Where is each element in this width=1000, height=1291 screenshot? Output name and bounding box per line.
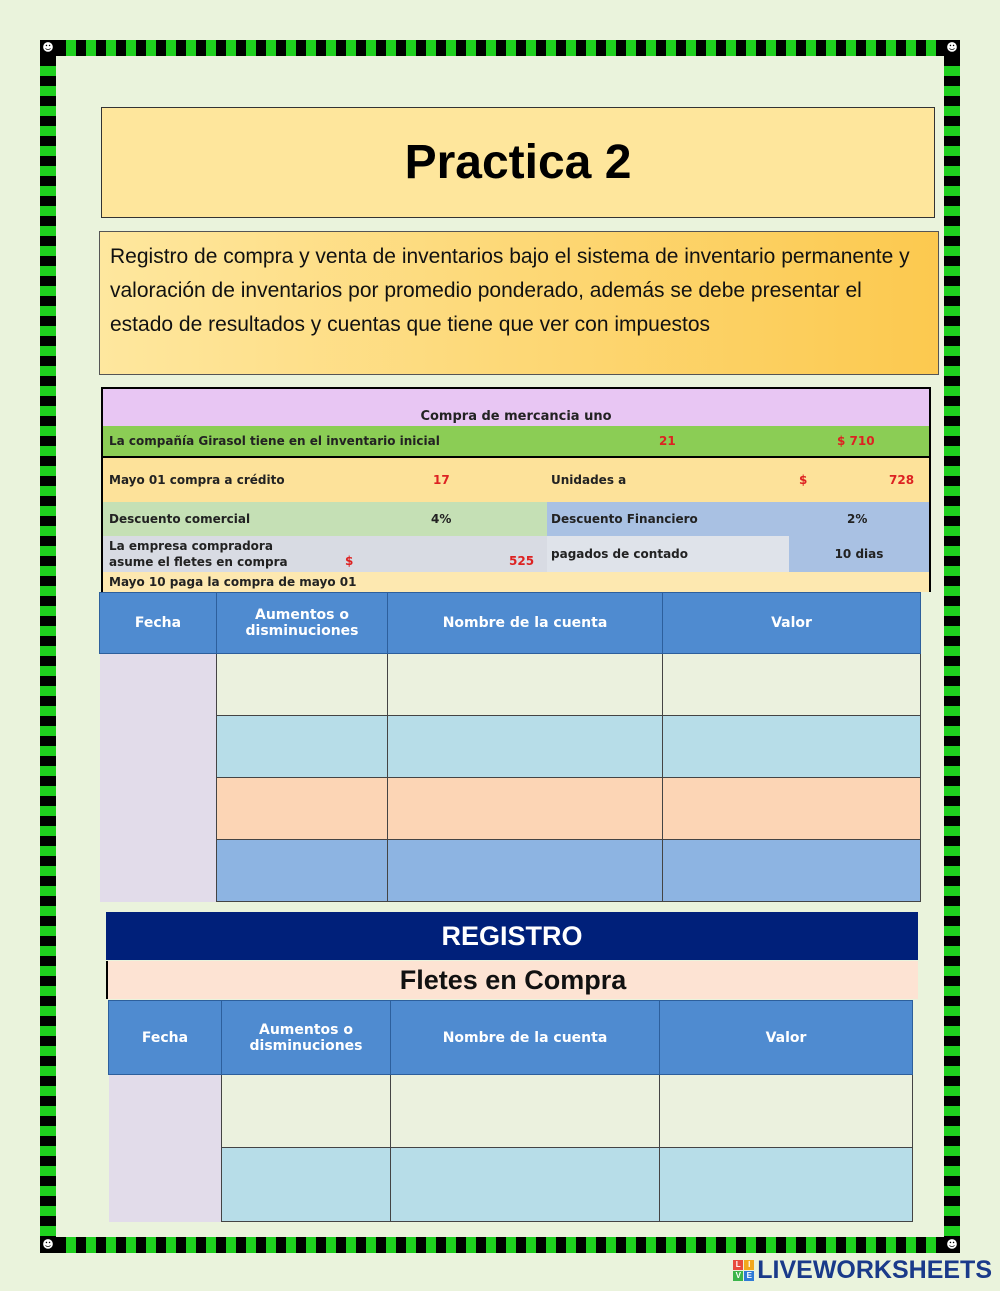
units-label: Unidades a bbox=[551, 473, 627, 487]
cuenta-input[interactable] bbox=[388, 716, 663, 778]
financial-discount-value: 2% bbox=[847, 512, 868, 526]
journal-table-compra bbox=[99, 592, 921, 902]
cash-paid-label: pagados de contado bbox=[547, 536, 789, 572]
column-header-valor: Valor bbox=[663, 593, 921, 654]
camera-icon: ☻ bbox=[944, 1237, 960, 1253]
valor-input[interactable] bbox=[663, 716, 921, 778]
valor-input[interactable] bbox=[663, 654, 921, 716]
aumentos-input[interactable] bbox=[217, 840, 388, 902]
registro-banner: REGISTRO bbox=[106, 912, 918, 960]
discount-row bbox=[103, 502, 929, 536]
purchase-data-sheet bbox=[101, 387, 931, 592]
page-title: Practica 2 bbox=[101, 107, 935, 218]
aumentos-input[interactable] bbox=[217, 778, 388, 840]
table-row bbox=[100, 654, 921, 716]
camera-icon: ☻ bbox=[944, 40, 960, 56]
camera-icon: ☻ bbox=[40, 40, 56, 56]
purchase-units: 17 bbox=[433, 473, 450, 487]
inventory-row bbox=[103, 426, 929, 458]
cuenta-input[interactable] bbox=[388, 654, 663, 716]
sheet-heading: Compra de mercancia uno bbox=[420, 409, 612, 424]
cuenta-input[interactable] bbox=[388, 778, 663, 840]
logo-text: LIVEWORKSHEETS bbox=[757, 1256, 992, 1284]
inventory-units: 21 bbox=[659, 434, 676, 448]
table-row bbox=[109, 1075, 913, 1148]
valor-input[interactable] bbox=[663, 840, 921, 902]
table-row bbox=[100, 840, 921, 902]
payment-note: Mayo 10 paga la compra de mayo 01 bbox=[109, 575, 357, 589]
units-currency: $ bbox=[799, 473, 808, 487]
table-row bbox=[100, 716, 921, 778]
freight-row bbox=[103, 536, 929, 572]
freight-label-line1: La empresa compradora bbox=[109, 539, 273, 553]
freight-currency: $ bbox=[345, 554, 354, 568]
trade-discount-label: Descuento comercial bbox=[103, 502, 547, 536]
purchase-row bbox=[103, 458, 929, 502]
aumentos-input[interactable] bbox=[217, 654, 388, 716]
payment-row bbox=[103, 572, 929, 592]
column-header-aumentos: Aumentos o disminuciones bbox=[217, 593, 388, 654]
table-header-row bbox=[100, 593, 921, 654]
column-header-fecha: Fecha bbox=[109, 1001, 222, 1075]
camera-icon: ☻ bbox=[40, 1237, 56, 1253]
freight-label-line2: asume el fletes en compra bbox=[109, 555, 288, 569]
sheet-heading-row bbox=[103, 389, 929, 428]
cuenta-input[interactable] bbox=[391, 1148, 660, 1222]
aumentos-input[interactable] bbox=[222, 1075, 391, 1148]
trade-discount-value: 4% bbox=[431, 512, 452, 526]
cuenta-input[interactable] bbox=[388, 840, 663, 902]
description-text: Registro de compra y venta de inventarios bajo el sistema de inventario permanente y valoración de inventarios por promedio ponderado, además se debe presentar el estado de resultados y cuentas que tiene que ver con impuestos bbox=[99, 231, 939, 375]
units-price: 728 bbox=[889, 473, 915, 487]
table-header-row bbox=[109, 1001, 913, 1075]
film-border-bottom bbox=[40, 1237, 960, 1253]
column-header-valor: Valor bbox=[660, 1001, 913, 1075]
journal-table-fletes bbox=[108, 1000, 913, 1222]
valor-input[interactable] bbox=[660, 1148, 913, 1222]
liveworksheets-logo bbox=[733, 1256, 992, 1285]
inventory-label: La compañía Girasol tiene en el inventario inicial bbox=[109, 434, 440, 448]
column-header-aumentos: Aumentos o disminuciones bbox=[222, 1001, 391, 1075]
aumentos-input[interactable] bbox=[217, 716, 388, 778]
column-header-fecha: Fecha bbox=[100, 593, 217, 654]
cuenta-input[interactable] bbox=[391, 1075, 660, 1148]
cash-days: 10 dias bbox=[789, 536, 929, 572]
valor-input[interactable] bbox=[660, 1075, 913, 1148]
table-row bbox=[100, 778, 921, 840]
freight-value: 525 bbox=[509, 554, 535, 568]
fecha-cell[interactable] bbox=[100, 654, 217, 902]
film-border-left bbox=[40, 40, 56, 1253]
logo-mark-icon: L I V E bbox=[733, 1260, 754, 1281]
film-border-top bbox=[40, 40, 960, 56]
valor-input[interactable] bbox=[663, 778, 921, 840]
table-row bbox=[109, 1148, 913, 1222]
inventory-value: $ 710 bbox=[837, 434, 875, 448]
fecha-cell[interactable] bbox=[109, 1075, 222, 1222]
financial-discount-label: Descuento Financiero bbox=[547, 502, 929, 536]
film-border-right bbox=[944, 40, 960, 1253]
registro-subtitle: Fletes en Compra bbox=[106, 961, 918, 999]
column-header-cuenta: Nombre de la cuenta bbox=[391, 1001, 660, 1075]
aumentos-input[interactable] bbox=[222, 1148, 391, 1222]
column-header-cuenta: Nombre de la cuenta bbox=[388, 593, 663, 654]
purchase-label: Mayo 01 compra a crédito bbox=[109, 473, 285, 487]
